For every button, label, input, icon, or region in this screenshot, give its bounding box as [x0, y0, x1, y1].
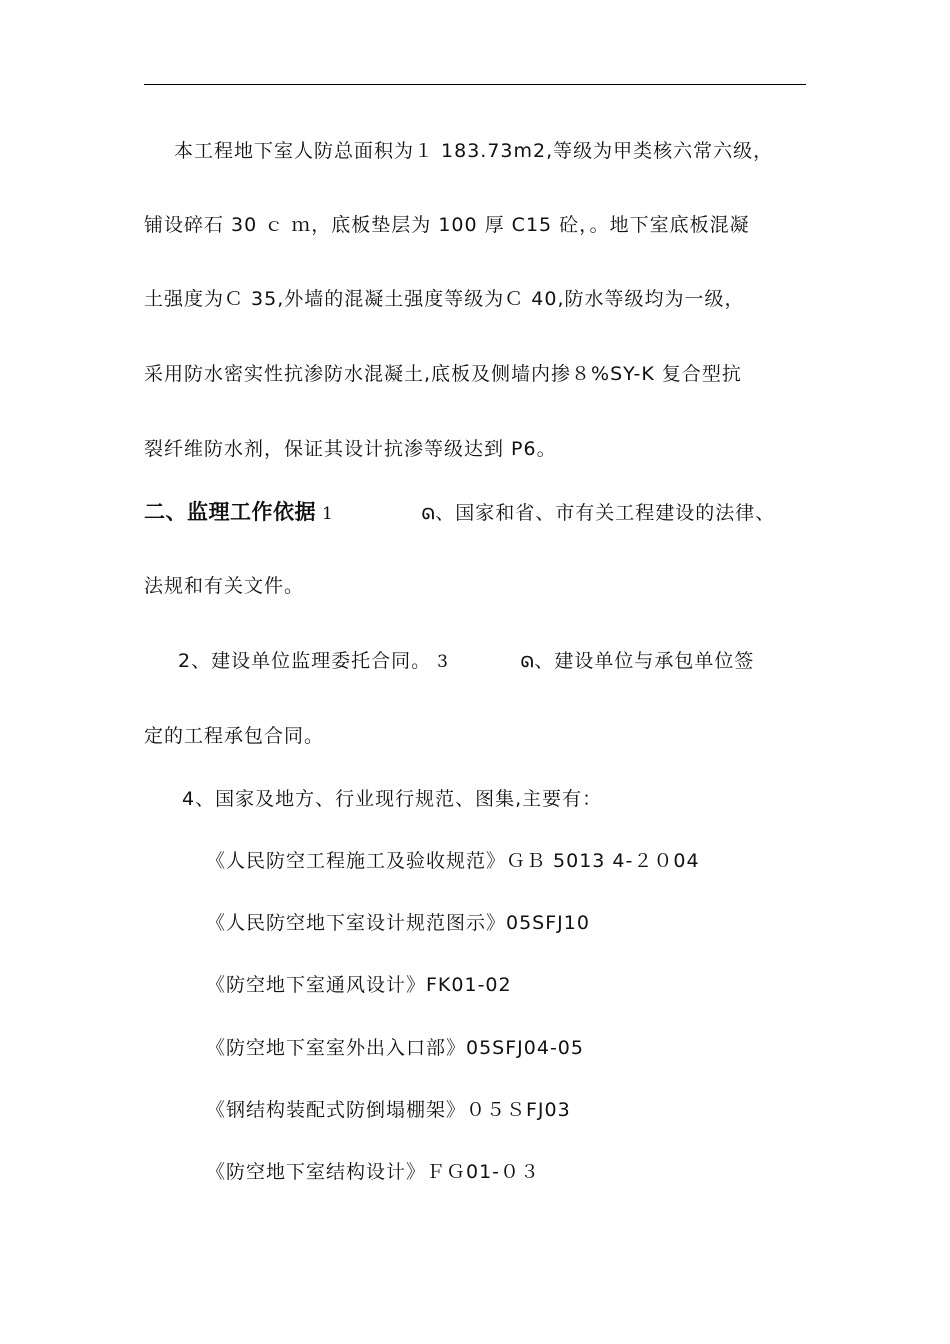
reference-item: 《防空地下室结构设计》ＦＧ01-０３ — [206, 1161, 541, 1183]
intro-line-4: 采用防水密实性抗渗防水混凝土,底板及侧墙内掺８%SY-K 复合型抗 — [144, 363, 742, 385]
intro-line-1: 本工程地下室人防总面积为１ 183.73m2,等级为甲类核六常六级， — [174, 140, 774, 162]
intro-line-5: 裂纤维防水剂，保证其设计抗渗等级达到 P6。 — [144, 438, 557, 460]
item-2-line — [178, 648, 754, 675]
intro-line-3: 土强度为Ｃ 35,外墙的混凝土强度等级为Ｃ 40,防水等级均为一级， — [144, 288, 745, 310]
item-3-marker: ᘏ — [520, 653, 535, 671]
section-2-heading-line — [144, 499, 775, 527]
item-2-text: 2、建设单位监理委托合同。 — [178, 650, 432, 672]
item-4-text: 4、国家及地方、行业现行规范、图集,主要有： — [182, 788, 603, 810]
item-1-number: 1 — [322, 504, 334, 524]
reference-item: 《防空地下室通风设计》FK01-02 — [206, 974, 512, 996]
reference-item: 《防空地下室室外出入口部》05SFJ04-05 — [206, 1037, 584, 1059]
reference-item: 《人民防空地下室设计规范图示》05SFJ10 — [206, 912, 590, 934]
item-1-continuation: 法规和有关文件。 — [144, 575, 305, 597]
header-rule — [144, 84, 806, 85]
item-1-marker: ᘏ — [421, 505, 436, 523]
reference-item: 《人民防空工程施工及验收规范》ＧＢ 5013 4-２０04 — [206, 850, 700, 872]
item-3-continuation: 定的工程承包合同。 — [144, 725, 325, 747]
section-heading: 二、监理工作依据 — [144, 500, 316, 524]
item-3-number: 3 — [437, 652, 449, 672]
item-1-text: 、国家和省、市有关工程建设的法律、 — [435, 502, 776, 524]
reference-item: 《钢结构装配式防倒塌棚架》０５ＳFJ03 — [206, 1099, 571, 1121]
item-3-text: 、建设单位与承包单位签 — [534, 650, 755, 672]
intro-line-2: 铺设碎石 30 ｃ ｍ，底板垫层为 100 厚 C15 砼，。地下室底板混凝 — [144, 214, 750, 236]
